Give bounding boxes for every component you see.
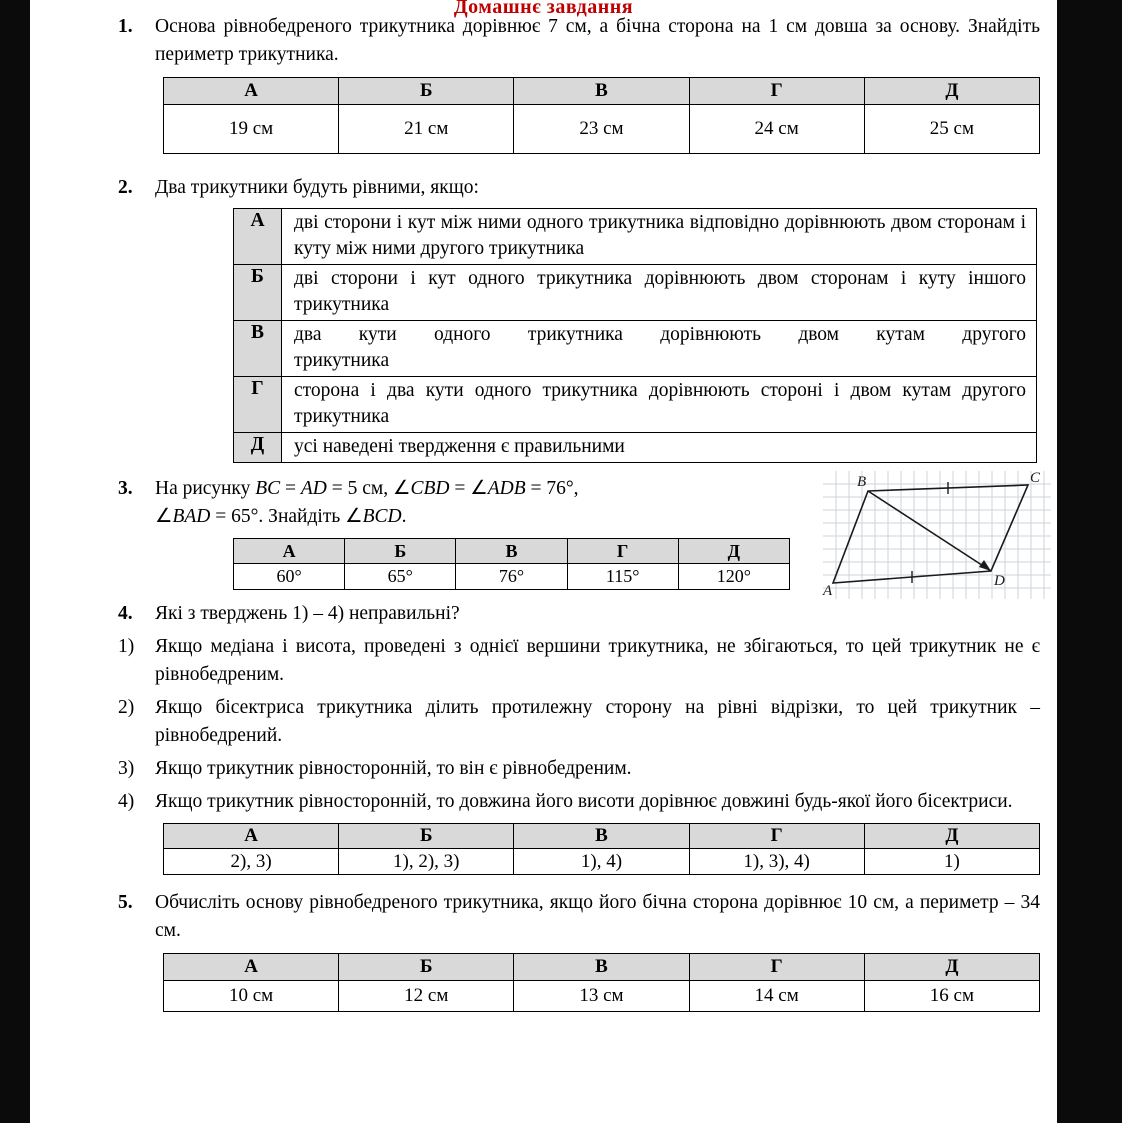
q4-answer-table <box>163 823 1040 875</box>
answer-option-letter: Д <box>678 539 789 564</box>
answer-option-value: 65° <box>345 564 456 590</box>
question-5 <box>30 889 1057 1012</box>
text-segment: = 76°, <box>525 478 579 499</box>
condition-letter: В <box>234 321 282 377</box>
question-4-table-wrap <box>30 823 1057 875</box>
condition-row <box>234 321 1037 377</box>
answer-option-value: 23 см <box>514 105 689 154</box>
statement-text: Якщо медіана і висота, проведені з однієї вершини трикутника, не збігаються, то цей трикутник не є рівнобедреним. <box>155 636 1040 685</box>
answer-option-value: 16 см <box>864 981 1039 1012</box>
answer-option-letter: В <box>514 954 689 981</box>
statement-text: Якщо бісектриса трикутника ділить протилежну сторону на рівні відрізки, то цей трикутник – рівнобедрений. <box>155 697 1040 746</box>
question-number: 5. <box>118 892 133 913</box>
statement-number: 4) <box>118 791 135 812</box>
answer-option-letter: Г <box>689 954 864 981</box>
text-segment: . <box>401 506 407 527</box>
answer-option-letter: Б <box>339 78 514 105</box>
answer-option-letter: А <box>164 78 339 105</box>
question-text <box>155 475 795 531</box>
answer-option-value: 14 см <box>689 981 864 1012</box>
statement-number: 1) <box>118 636 135 657</box>
statement-3 <box>30 755 1057 783</box>
answer-option-value: 21 см <box>339 105 514 154</box>
parallelogram-figure <box>823 471 1051 599</box>
answer-header-row <box>164 78 1040 105</box>
vertex-label-d: D <box>994 573 1005 589</box>
vertex-label-c: C <box>1030 470 1041 486</box>
answer-option-value: 1), 3), 4) <box>689 849 864 875</box>
answer-header-row <box>234 539 790 564</box>
answer-value-row <box>164 981 1040 1012</box>
answer-option-letter: А <box>164 824 339 849</box>
question-number: 1. <box>118 16 133 37</box>
math-segment: BAD <box>172 506 211 527</box>
answer-option-letter: Д <box>864 824 1039 849</box>
condition-letter: Б <box>234 265 282 321</box>
statement-text: Якщо трикутник рівносторонній, то він є рівнобедреним. <box>155 758 632 779</box>
answer-option-value: 2), 3) <box>164 849 339 875</box>
answer-option-value: 1) <box>864 849 1039 875</box>
q1-answer-table <box>163 77 1040 154</box>
answer-option-value: 76° <box>456 564 567 590</box>
statement-number: 2) <box>118 697 135 718</box>
question-number: 3. <box>118 478 133 499</box>
text-segment: = ∠ <box>449 478 488 499</box>
math-segment: CBD <box>410 478 450 499</box>
answer-option-letter: Б <box>345 539 456 564</box>
question-1 <box>30 13 1057 154</box>
answer-option-letter: Б <box>339 954 514 981</box>
answer-option-letter: В <box>514 824 689 849</box>
document-title-clipped <box>30 0 1057 18</box>
condition-text: усі наведені твердження є правильними <box>282 433 1037 463</box>
answer-option-letter: В <box>456 539 567 564</box>
math-segment: AD <box>300 478 327 499</box>
answer-option-letter: Б <box>339 824 514 849</box>
answer-option-letter: Г <box>689 824 864 849</box>
answer-option-value: 10 см <box>164 981 339 1012</box>
answer-option-letter: Г <box>689 78 864 105</box>
question-text: Які з тверджень 1) – 4) неправильні? <box>155 603 460 624</box>
condition-row <box>234 433 1037 463</box>
answer-option-value: 13 см <box>514 981 689 1012</box>
condition-text: дві сторони і кут між ними одного трикутника відповідно дорівнюють двом сторонам і куту між ними другого трикутника <box>282 209 1037 265</box>
answer-option-value: 12 см <box>339 981 514 1012</box>
question-3 <box>30 470 1057 599</box>
vertex-label-b: B <box>857 474 867 490</box>
answer-option-value: 1), 4) <box>514 849 689 875</box>
statement-text: Якщо трикутник рівносторонній, то довжина його висоти дорівнює довжині будь-якої його бісектриси. <box>155 791 1013 812</box>
question-text: Основа рівнобедреного трикутника дорівнює 7 см, а бічна сторона на 1 см довша за основу. Знайдіть периметр трикутника. <box>155 16 1040 65</box>
answer-value-row <box>164 105 1040 154</box>
math-segment: BC <box>255 478 281 499</box>
diagonal-bd <box>868 491 991 571</box>
question-text: Два трикутники будуть рівними, якщо: <box>155 177 479 198</box>
condition-letter: Д <box>234 433 282 463</box>
condition-text: дві сторони і кут одного трикутника дорівнюють двом сторонам і куту іншого трикутника <box>282 265 1037 321</box>
text-segment: ∠ <box>155 506 173 527</box>
answer-option-value: 1), 2), 3) <box>339 849 514 875</box>
condition-letter: Г <box>234 377 282 433</box>
answer-option-letter: В <box>514 78 689 105</box>
answer-option-letter: А <box>234 539 345 564</box>
answer-option-letter: Г <box>567 539 678 564</box>
answer-option-value: 60° <box>234 564 345 590</box>
text-segment: На рисунку <box>155 478 256 499</box>
question-number: 4. <box>118 603 133 624</box>
answer-option-value: 120° <box>678 564 789 590</box>
vertex-label-a: A <box>823 583 833 599</box>
answer-option-value: 115° <box>567 564 678 590</box>
condition-text: два кути одного трикутника дорівнюють двом кутам другого трикутника <box>282 321 1037 377</box>
text-segment: = 5 см, ∠ <box>326 478 411 499</box>
q3-answer-table <box>233 538 790 590</box>
math-segment: BCD <box>362 506 402 527</box>
answer-option-letter: Д <box>864 78 1039 105</box>
question-text: Обчисліть основу рівнобедреного трикутника, якщо його бічна сторона дорівнює 10 см, а периметр – 34 см. <box>155 892 1040 941</box>
condition-text: сторона і два кути одного трикутника дорівнюють стороні і двом кутам другого трикутника <box>282 377 1037 433</box>
condition-letter: А <box>234 209 282 265</box>
answer-header-row <box>164 824 1040 849</box>
answer-header-row <box>164 954 1040 981</box>
q5-answer-table <box>163 953 1040 1012</box>
answer-value-row <box>234 564 790 590</box>
answer-option-letter: Д <box>864 954 1039 981</box>
answer-option-value: 25 см <box>864 105 1039 154</box>
question-4 <box>30 600 1057 628</box>
statement-number: 3) <box>118 758 135 779</box>
statement-1 <box>30 633 1057 689</box>
question-2 <box>30 174 1057 463</box>
answer-option-letter: А <box>164 954 339 981</box>
question-number: 2. <box>118 177 133 198</box>
statement-4 <box>30 788 1057 816</box>
answer-value-row <box>164 849 1040 875</box>
condition-row <box>234 265 1037 321</box>
text-segment: = 65°. Знайдіть ∠ <box>210 506 363 527</box>
statement-2 <box>30 694 1057 750</box>
text-segment: = <box>280 478 301 499</box>
document-page <box>30 0 1057 1123</box>
condition-row <box>234 209 1037 265</box>
answer-option-value: 24 см <box>689 105 864 154</box>
math-segment: ADB <box>487 478 526 499</box>
answer-option-value: 19 см <box>164 105 339 154</box>
condition-row <box>234 377 1037 433</box>
document-title: Домашнє завдання <box>453 0 634 18</box>
q2-condition-table <box>233 208 1037 463</box>
